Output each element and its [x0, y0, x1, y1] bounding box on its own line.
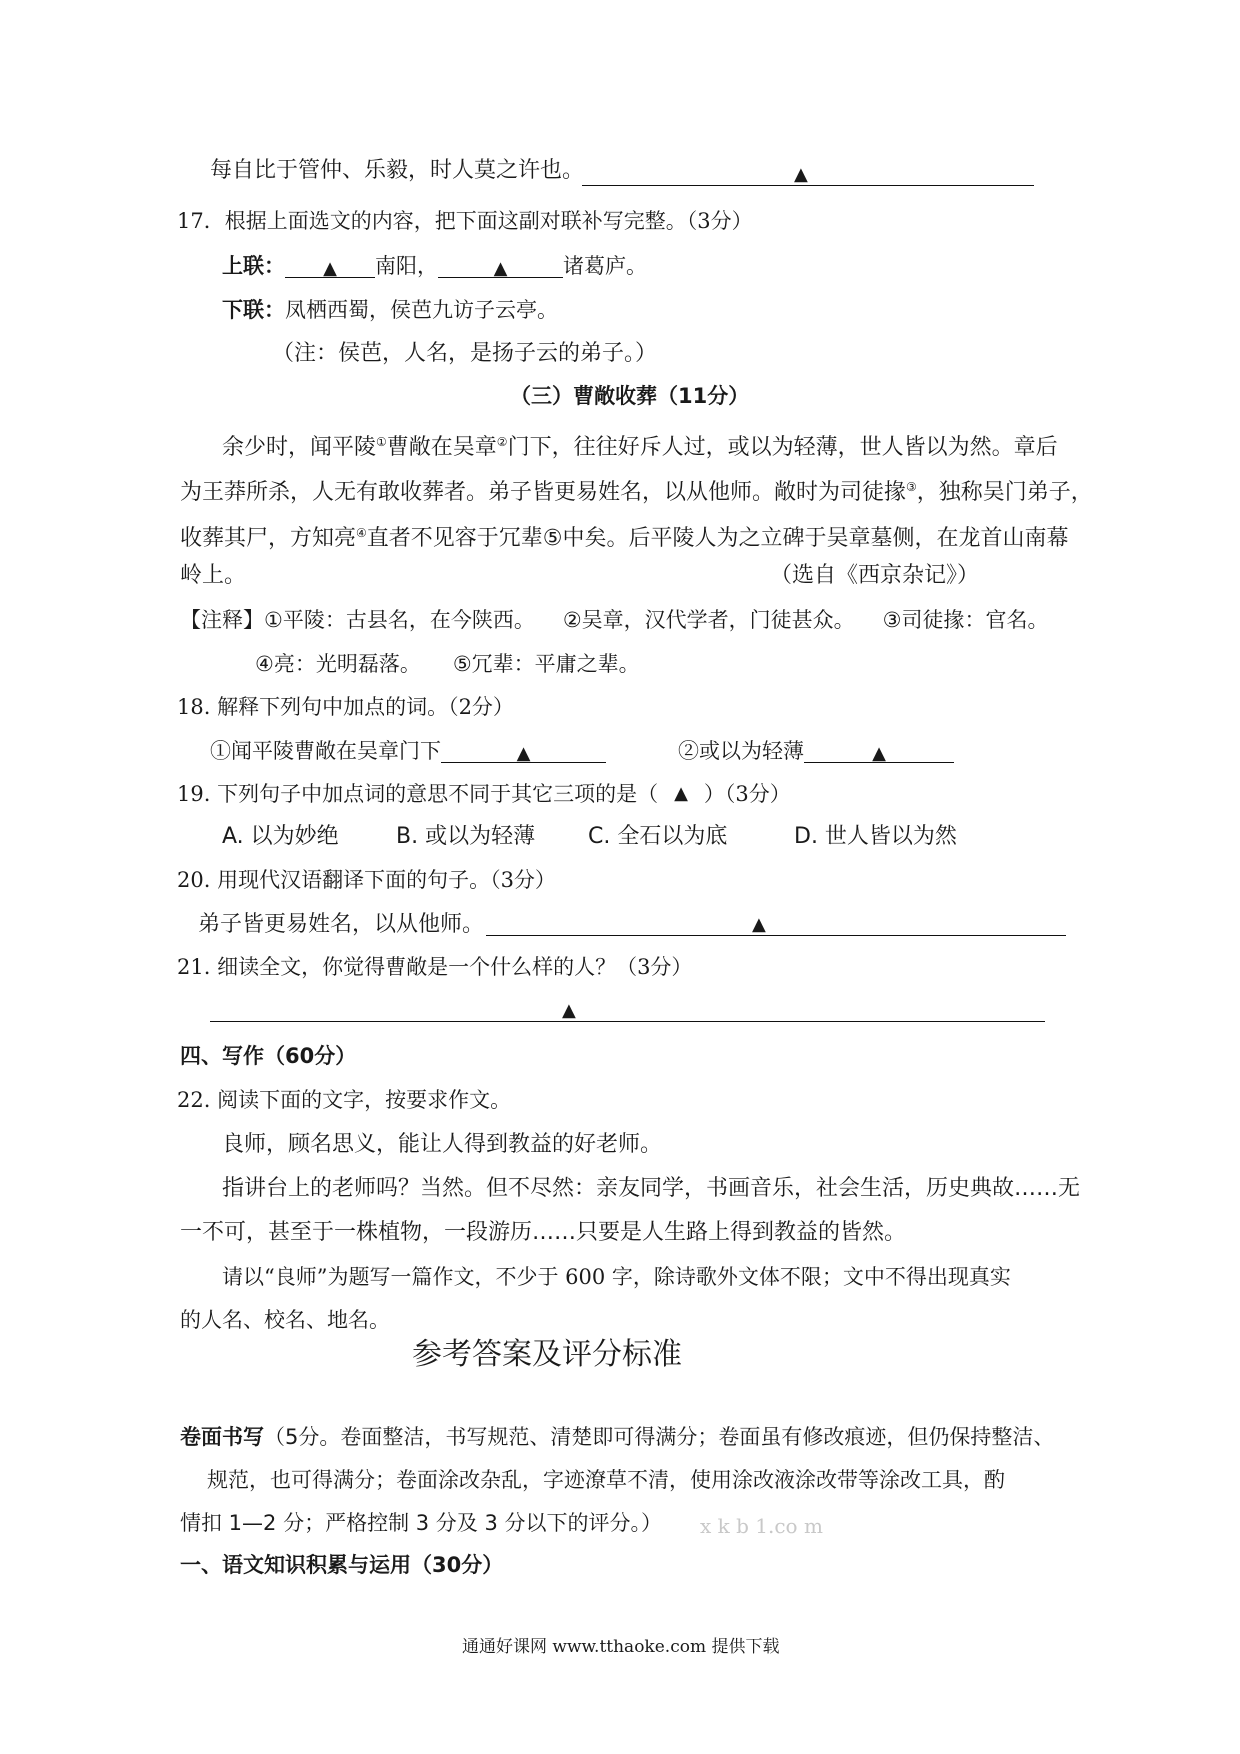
- question-22-prompt: 22. 阅读下面的文字，按要求作文。: [177, 1088, 512, 1112]
- prompt-para-1: 良师，顾名思义，能让人得到教益的好老师。: [222, 1132, 663, 1157]
- couplet-note: （注：侯芭，人名，是扬子云的弟子。）: [272, 341, 658, 366]
- q19-option-b: B. 或以为轻薄: [396, 824, 536, 849]
- text: 收葬其尸，方知亮: [180, 526, 357, 551]
- question-20-prompt: 20. 用现代汉语翻译下面的句子。（3分）: [177, 868, 556, 892]
- passage-line-2: [180, 473, 1093, 507]
- note-item: ④亮：光明磊落。: [255, 652, 421, 676]
- passage-source: （选自《西京杂记》）: [770, 563, 980, 588]
- q20-sentence: 弟子皆更易姓名，以从他师。: [198, 912, 485, 937]
- answer-blank: [438, 255, 563, 278]
- answers-line-3: 情扣 1—2 分；严格控制 3 分及 3 分以下的评分。）: [180, 1511, 662, 1535]
- answers-title: 参考答案及评分标准: [412, 1337, 682, 1372]
- answers-line-2: 规范，也可得满分；卷面涂改杂乱，字迹潦草不清，使用涂改液涂改带等涂改工具，酌: [207, 1468, 1005, 1492]
- note-marker: ③: [906, 480, 917, 494]
- note-item: ③司徒掾：官名。: [882, 608, 1049, 632]
- prompt-para-3b: 的人名、校名、地名。: [180, 1308, 390, 1332]
- section-4-heading: 四、写作（60分）: [180, 1044, 357, 1068]
- answers-label: 卷面书写: [180, 1425, 264, 1449]
- notes-line-2: [255, 650, 640, 678]
- answer-blank: [285, 255, 375, 278]
- answers-text: （5分。卷面整洁，书写规范、清楚即可得满分；卷面虽有修改痕迹，但仍保持整洁、: [264, 1425, 1055, 1449]
- q18-item-1: [210, 737, 606, 765]
- prompt-para-2a: 指讲台上的老师吗？当然。但不尽然：亲友同学，书画音乐，社会生活，历史典故……无: [222, 1176, 1081, 1201]
- q19-prompt-text: ）（3分）: [703, 782, 791, 806]
- text: ，独称吴门弟子，: [916, 480, 1093, 505]
- note-item: ⑤冗辈：平庸之辈。: [452, 652, 640, 676]
- shang-end: 诸葛庐。: [563, 254, 647, 278]
- text: 为王莽所杀，人无有敢收葬者。弟子皆更易姓名，以从他师。敞时为司徒掾: [180, 480, 907, 505]
- passage-line-3: [180, 519, 1069, 553]
- page-footer: 通通好课网 www.tthaoke.com 提供下载: [462, 1637, 780, 1657]
- note-marker: ④: [356, 526, 367, 540]
- triangle-icon: ▲: [562, 1000, 576, 1021]
- triangle-icon: ▲: [872, 743, 886, 764]
- xia-label: 下联：: [222, 298, 285, 322]
- section-3-heading: （三）曹敞收葬（11分）: [510, 384, 750, 408]
- triangle-icon: ▲: [752, 914, 766, 935]
- question-17-prompt: 17．根据上面选文的内容，把下面这副对联补写完整。（3分）: [177, 209, 753, 233]
- text: 曹敞在吴章: [386, 435, 497, 460]
- triangle-icon: ▲: [674, 783, 688, 804]
- answer-line-1: [210, 157, 584, 185]
- passage-line-1: [222, 428, 1058, 462]
- prompt-para-2b: 一不可，甚至于一株植物，一段游历……只要是人生路上得到教益的皆然。: [180, 1220, 907, 1245]
- prompt-para-3a: 请以“良师”为题写一篇作文，不少于 600 字，除诗歌外文体不限；文中不得出现真实: [222, 1265, 1011, 1289]
- text: 余少时，闻平陵: [222, 435, 377, 460]
- note-item: ②吴章，汉代学者，门徒甚众。: [562, 608, 855, 632]
- passage-line-4: 岭上。: [180, 563, 247, 588]
- q19-option-d: D. 世人皆以为然: [794, 824, 957, 849]
- notes-label: 【注释】: [180, 608, 264, 632]
- couplet-xia: [222, 296, 558, 324]
- triangle-icon: ▲: [516, 743, 531, 764]
- xia-text: 凤栖西蜀，侯芭九访子云亭。: [285, 298, 558, 322]
- answers-line-1: [180, 1423, 1054, 1451]
- shang-mid: 南阳，: [375, 254, 438, 278]
- q18-item-2: [678, 737, 954, 765]
- question-19-prompt: [177, 780, 791, 808]
- section-1-heading: 一、语文知识积累与运用（30分）: [180, 1553, 504, 1577]
- couplet-shang: [222, 252, 647, 280]
- text: 门下，往往好斥人过，或以为轻薄，世人皆以为然。章后: [507, 435, 1058, 460]
- question-21-prompt: 21. 细读全文，你觉得曹敞是一个什么样的人？（3分）: [177, 955, 693, 979]
- note-marker: ②: [496, 435, 508, 449]
- q18-item-text: ①闻平陵曹敞在吴章门下: [210, 739, 441, 763]
- answer-blank: [582, 185, 1034, 186]
- answer-blank: [486, 935, 1066, 936]
- question-18-prompt: 18. 解释下列句中加点的词。（2分）: [177, 695, 514, 719]
- answer-blank: [210, 1021, 1045, 1022]
- triangle-icon: ▲: [493, 258, 508, 279]
- text: 直者不见容于冗辈⑤中矣。后平陵人为之立碑于吴章墓侧，在龙首山南幕: [366, 526, 1069, 551]
- shang-label: 上联：: [222, 254, 285, 278]
- q19-option-c: C. 全石以为底: [588, 824, 728, 849]
- triangle-icon: ▲: [794, 164, 808, 185]
- q19-option-a: A. 以为妙绝: [222, 824, 339, 849]
- answer-blank: [804, 740, 954, 763]
- answer-blank: [441, 740, 606, 763]
- note-marker: ①: [376, 435, 387, 449]
- triangle-icon: ▲: [323, 258, 337, 279]
- note-item: ①平陵：古县名，在今陕西。: [264, 608, 535, 632]
- line-text: 每自比于管仲、乐毅，时人莫之许也。: [210, 158, 585, 183]
- q18-item-text: ②或以为轻薄: [678, 739, 804, 763]
- q19-prompt-text: 19. 下列句子中加点词的意思不同于其它三项的是（: [177, 782, 659, 806]
- notes-line-1: [180, 606, 1048, 634]
- watermark: x k b 1.co m: [700, 1514, 823, 1538]
